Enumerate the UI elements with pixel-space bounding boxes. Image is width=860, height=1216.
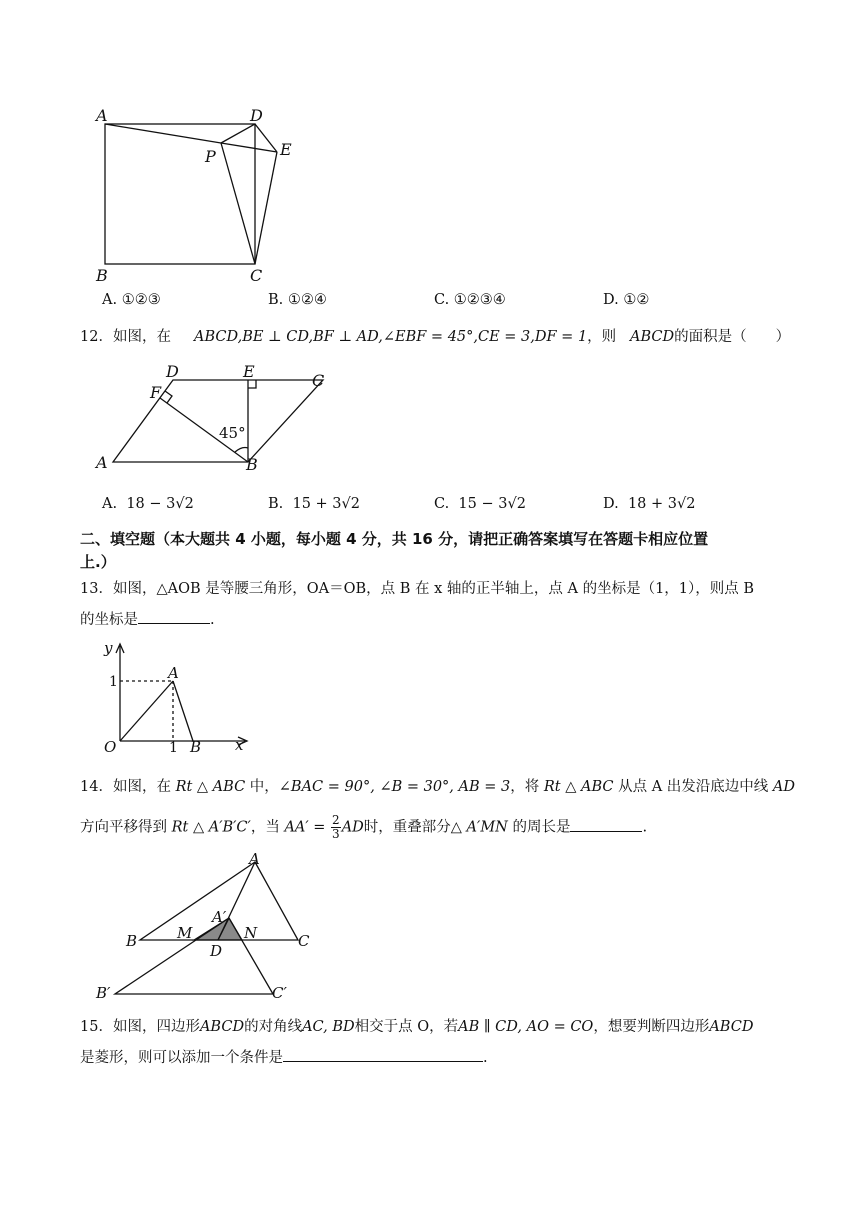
q12-label-d: D — [166, 362, 179, 381]
q14-figure — [92, 850, 332, 1002]
q13-label-b: B — [190, 738, 202, 756]
q14-label-c: C — [298, 932, 310, 950]
q15-answer-blank[interactable] — [283, 1047, 483, 1062]
q14-label-a1: A′ — [212, 908, 227, 926]
q14-frac-num: 2 — [332, 813, 340, 827]
q11-label-a: A — [96, 106, 108, 125]
q14-answer-blank[interactable] — [570, 817, 642, 832]
q13-label-y: y — [104, 639, 113, 657]
q12-figure — [90, 362, 350, 480]
q11-option-b: B. ①②④ — [268, 292, 327, 308]
q13-stem-line2: 的坐标是 . — [80, 608, 215, 629]
q14-stem-line1: 14．如图，在 Rt △ ABC 中，∠BAC = 90°, ∠B = 30°, AB = 3，将 Rt △ ABC 从点 A 出发沿底边中线 AD — [80, 779, 796, 795]
q12-label-b: B — [246, 455, 258, 474]
q11-label-b: B — [96, 266, 108, 285]
q13-label-a: A — [168, 664, 179, 682]
q14-label-m: M — [177, 924, 193, 942]
q14-label-c1: C′ — [272, 984, 287, 1002]
q12-option-c: C. 15 − 3√2 — [434, 496, 526, 512]
q13-label-x: x — [235, 736, 244, 754]
q15-stem-line1: 15．如图，四边形ABCD的对角线AC, BD相交于点 O，若AB ∥ CD, AO = CO，想要判断四边形ABCD — [80, 1019, 754, 1035]
q13-stem-line1: 13．如图，△AOB 是等腰三角形，OA＝OB，点 B 在 x 轴的正半轴上，点 A 的坐标是（1，1），则点 B — [80, 581, 755, 597]
q11-figure — [90, 100, 310, 285]
q13-label-1x: 1 — [169, 740, 178, 756]
q14-label-n: N — [244, 924, 258, 942]
q12-stem: 12．如图，在 ABCD,BE ⊥ CD,BF ⊥ AD,∠EBF = 45°,CE = 3,DF = 1，则 ABCD的面积是（ ） — [80, 329, 791, 345]
q11-option-c: C. ①②③④ — [434, 292, 506, 308]
q14-label-b: B — [126, 932, 138, 950]
q14-label-d: D — [210, 942, 223, 960]
q14-label-b1: B′ — [96, 984, 111, 1002]
q12-label-c: C — [312, 371, 325, 390]
q11-label-c: C — [250, 266, 263, 285]
q13-answer-blank[interactable] — [138, 609, 210, 624]
section-heading-line2: 上.） — [80, 553, 116, 571]
q12-option-a: A. 18 − 3√2 — [102, 496, 194, 512]
q13-figure — [95, 636, 265, 756]
q11-label-e: E — [280, 140, 292, 159]
q12-label-a: A — [96, 453, 108, 472]
q11-option-a: A. ①②③ — [102, 292, 161, 308]
q12-option-d: D. 18 + 3√2 — [603, 496, 696, 512]
q12-angle-label: 45° — [219, 424, 246, 442]
q11-label-p: P — [205, 147, 216, 166]
q12-label-e: E — [243, 362, 255, 381]
section-heading-line1: 二、填空题（本大题共 4 小题，每小题 4 分，共 16 分，请把正确答案填写在答题卡相应位置 — [80, 530, 709, 548]
q13-label-1y: 1 — [109, 674, 118, 690]
q14-frac-den: 3 — [332, 827, 340, 841]
q12-option-b: B. 15 + 3√2 — [268, 496, 360, 512]
q13-label-o: O — [104, 738, 117, 756]
q15-stem-line2: 是菱形，则可以添加一个条件是 . — [80, 1046, 488, 1067]
q12-label-f: F — [150, 383, 162, 402]
q14-stem-line2: 方向平移得到 Rt △ A′B′C′，当 AA′ = $\frac{2}{3}$ AD时，重叠部分△ A′MN 的周长是 . — [80, 813, 648, 841]
q11-label-d: D — [250, 106, 263, 125]
q11-option-d: D. ①② — [603, 292, 650, 308]
q14-label-a: A — [249, 850, 260, 868]
